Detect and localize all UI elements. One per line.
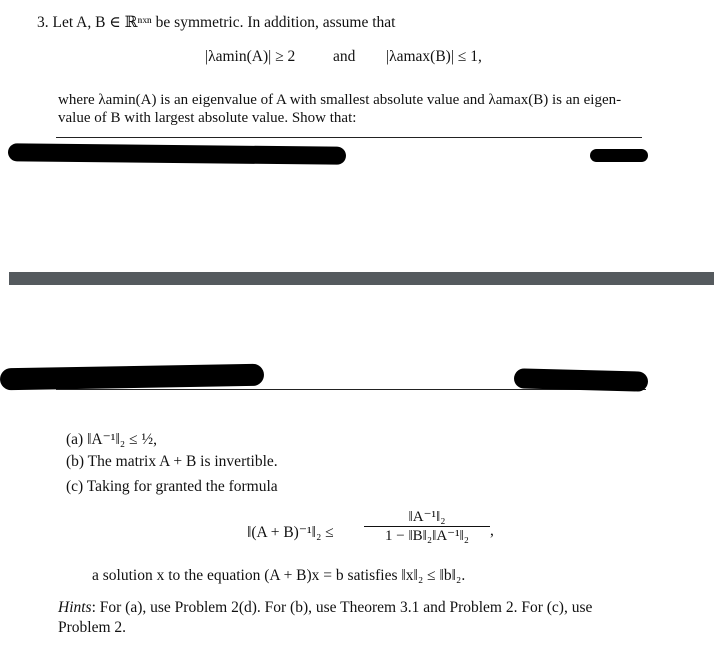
redaction-bar-left-bottom [0,364,264,391]
part-c: (c) Taking for granted the formula [66,478,278,495]
hints-label: Hints [58,599,92,616]
horizontal-rule-top [56,137,642,138]
solution-statement: a solution x to the equation (A + B)x = b satisfies ‖x‖₂ ≤ ‖b‖₂. [92,567,466,584]
redaction-bar-left-top [8,143,346,165]
problem-intro [37,13,395,33]
where-line-1: where λamin(A) is an eigenvalue of A with smallest absolute value and λamax(B) is an eigen- [58,92,622,108]
redaction-bar-right-top [590,149,648,162]
formula-numerator: ‖A⁻¹‖₂ [364,508,490,527]
formula-lhs: ‖(A + B)⁻¹‖₂ ≤ [247,524,334,541]
problem-number: 3. [37,14,49,31]
formula-denominator: 1 − ‖B‖₂‖A⁻¹‖₂ [384,528,470,544]
divider-band [9,272,714,285]
problem-intro-text: Let A, B ∈ ℝⁿˣⁿ be symmetric. In addition, assume that [52,14,396,31]
hints-text-1: : For (a), use Problem 2(d). For (b), use Theorem 3.1 and Problem 2. For (c), use [91,599,593,616]
redaction-bar-right-bottom [514,368,648,392]
condition-and: and [333,48,356,65]
hints-line-1 [58,598,592,618]
where-line-2: value of B with largest absolute value. Show that: [58,110,357,126]
formula-trailing-comma: , [490,522,494,539]
condition-left: |λamin(A)| ≥ 2 [205,48,296,65]
formula-fraction [364,508,490,545]
part-a: (a) ‖A⁻¹‖₂ ≤ ½, [66,431,157,448]
condition-right: |λamax(B)| ≤ 1, [386,48,482,65]
hints-line-2: Problem 2. [58,619,127,636]
part-b: (b) The matrix A + B is invertible. [66,453,278,470]
